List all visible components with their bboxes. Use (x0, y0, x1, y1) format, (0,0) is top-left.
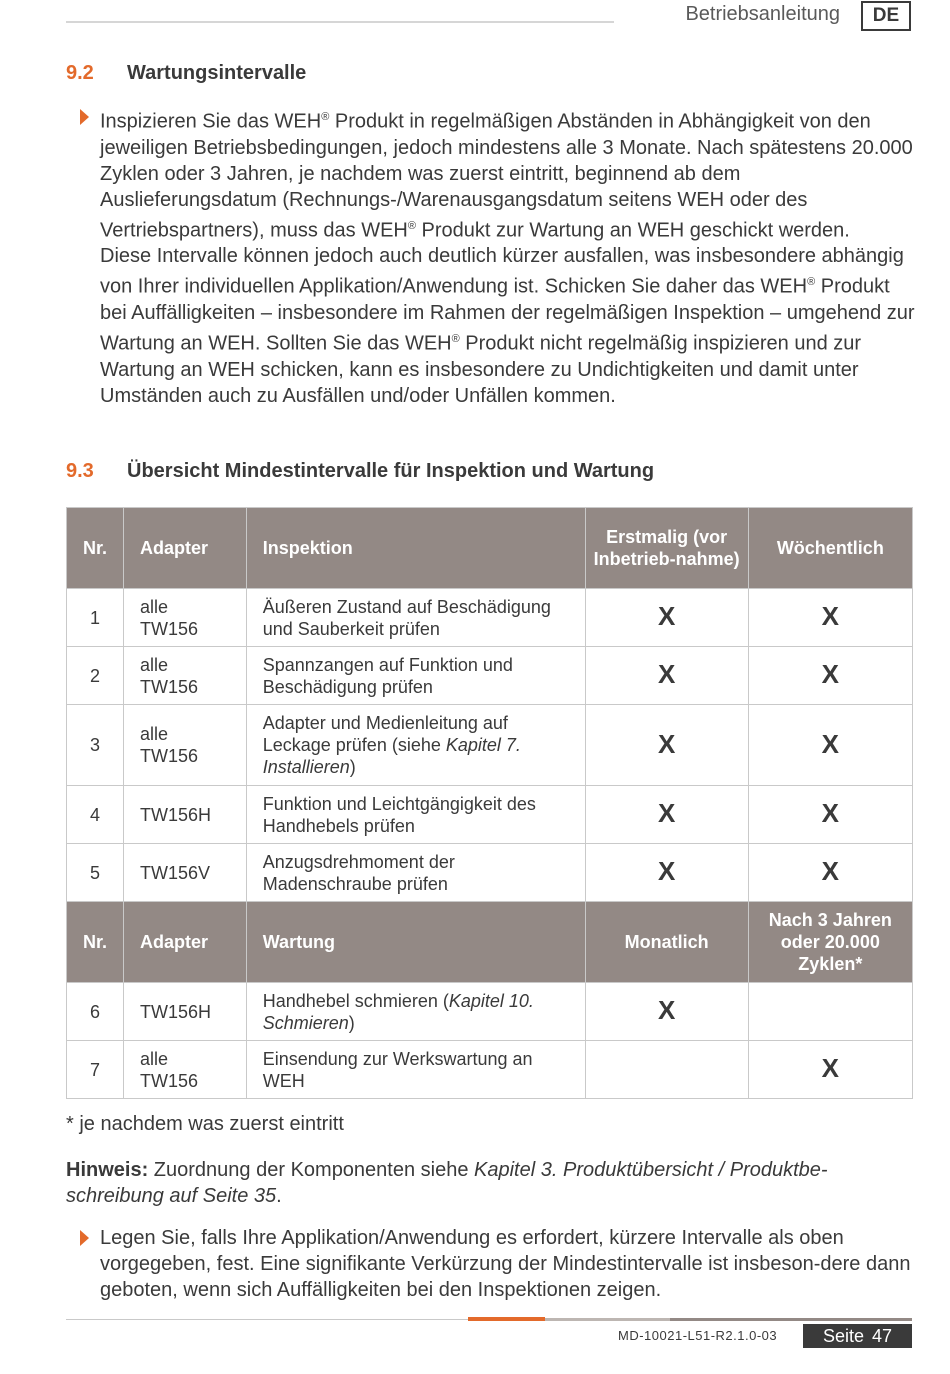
header-maintenance: Wartung (246, 902, 585, 983)
chapter-reference-link[interactable]: Kapitel 3. Produktübersicht / Produktbe-schreibung auf Seite 35 (66, 1159, 828, 1207)
header-nr: Nr. (67, 902, 124, 983)
bullet-arrow-icon (80, 1230, 89, 1246)
hint-label: Hinweis: (66, 1159, 149, 1181)
section-number: 9.3 (66, 460, 94, 482)
table-row (67, 786, 913, 844)
table-header-row (67, 902, 913, 983)
cell-adapter: alle TW156 (124, 589, 247, 647)
check-mark: X (657, 798, 676, 828)
header-weekly: Wöchentlich (748, 508, 912, 589)
header-monthly: Monatlich (585, 902, 748, 983)
paragraph-recommendation: Legen Sie, falls Ihre Applikation/Anwendung es erfordert, kürzere Intervalle als oben vorgegeben, fest. Eine signifikante Verkürzung der Mindestintervalle ist insbeson-dere dann geboten, wenn sich Auffälligkeiten bei den Inspektionen zeigen. (100, 1227, 911, 1301)
interval-table (66, 507, 913, 1099)
cell-nr: 4 (67, 786, 124, 844)
cell-adapter: alle TW156 (124, 647, 247, 705)
check-mark: X (657, 728, 676, 759)
cell-adapter: alle TW156 (124, 1041, 247, 1099)
cell-task: Spannzangen auf Funktion und Beschädigung prüfen (246, 647, 585, 705)
footnote: * je nachdem was zuerst eintritt (66, 1113, 344, 1135)
paragraph-intervals: Inspizieren Sie das WEH® Produkt in regelmäßigen Abständen in Abhängigkeit von den jeweiligen Betriebsbedingungen, jedoch mindestens alle 3 Monate. Nach spätestens 20.000 Zyklen oder 3 Jahren, je nachdem was zuerst eintritt, beginnend ab dem Auslieferungsdatum (Rechnungs-/Warenausgangsdatum seitens WEH oder des Vertriebspartners), muss das WEH® Produkt zur Wartung an WEH geschickt werden. (100, 110, 913, 242)
cell-task: Funktion und Leichtgängigkeit des Handhebels prüfen (246, 786, 585, 844)
cell-nr: 2 (67, 647, 124, 705)
header-first-time: Erstmalig (vor Inbetrieb-nahme) (585, 508, 748, 589)
header-after-3-years: Nach 3 Jahren oder 20.000 Zyklen* (748, 902, 912, 983)
check-mark: X (821, 1053, 839, 1083)
footer-bar-dark (670, 1318, 912, 1321)
check-mark: X (821, 601, 839, 631)
table-row (67, 1041, 913, 1099)
cell-nr: 6 (67, 983, 124, 1041)
check-mark: X (657, 995, 676, 1025)
check-mark: X (657, 659, 676, 689)
table-row (67, 844, 913, 902)
chapter-reference: Kapitel 10. Schmieren (262, 990, 534, 1033)
page-label: Seite (822, 1325, 864, 1346)
cell-adapter: TW156V (124, 844, 247, 902)
section-heading-9-3 (66, 460, 654, 483)
section-heading-9-2 (66, 62, 306, 85)
cell-nr: 3 (67, 705, 124, 786)
cell-adapter: TW156H (124, 786, 247, 844)
shorter-interval-bullet (66, 1225, 916, 1303)
section-title: Übersicht Mindestintervalle für Inspektion und Wartung (127, 460, 655, 482)
header-rule (66, 21, 614, 23)
page-indicator (803, 1324, 912, 1348)
footer-bar-light (545, 1318, 670, 1321)
table-row (67, 589, 913, 647)
cell-adapter: TW156H (124, 983, 247, 1041)
empty-cell (748, 983, 912, 1041)
cell-nr: 5 (67, 844, 124, 902)
header-nr: Nr. (67, 508, 124, 589)
cell-nr: 1 (67, 589, 124, 647)
paragraph-shorter-intervals: Diese Intervalle können jedoch auch deutlich kürzer ausfallen, was insbesondere abhängig von Ihrer individuellen Applikation/Anwendung ist. Schicken Sie daher das WEH® Produkt bei Auffälligkeiten – insbesondere im Rahmen der regelmäßigen Inspektion – umgehend zur Wartung an WEH. Sollten Sie das WEH® Produkt nicht regelmäßig inspizieren und zur Wartung an WEH schicken, kann es insbesondere zu Undichtigkeiten und damit unter Umständen auch zu Ausfällen und/oder Unfällen kommen. (100, 245, 915, 407)
cell-task: Anzugsdrehmoment der Madenschraube prüfen (246, 844, 585, 902)
section-number: 9.2 (66, 62, 94, 84)
section-title: Wartungsintervalle (127, 62, 307, 84)
check-mark: X (657, 856, 676, 886)
table-row (67, 647, 913, 705)
cell-adapter: alle TW156 (124, 705, 247, 786)
header-adapter: Adapter (124, 902, 247, 983)
check-mark: X (657, 601, 676, 631)
chapter-reference: Kapitel 7. Installieren (262, 735, 521, 777)
hint-paragraph: Hinweis: Zuordnung der Komponenten siehe Kapitel 3. Produktübersicht / Produktbe-schreibung auf Seite 35. (66, 1159, 828, 1207)
cell-task: Einsendung zur Werkswartung an WEH (246, 1041, 585, 1099)
maintenance-interval-bullet (66, 104, 916, 409)
table-header-row (67, 508, 913, 589)
empty-cell (585, 1041, 748, 1099)
cell-nr: 7 (67, 1041, 124, 1099)
table-row (67, 705, 913, 786)
cell-task: Äußeren Zustand auf Beschädigung und Sauberkeit prüfen (246, 589, 585, 647)
check-mark: X (821, 856, 839, 886)
cell-task: Handhebel schmieren (Kapitel 10. Schmieren) (246, 983, 585, 1041)
header-adapter: Adapter (124, 508, 247, 589)
header-inspection: Inspektion (246, 508, 585, 589)
check-mark: X (821, 798, 839, 828)
page-number: 47 (872, 1325, 893, 1346)
footer-accent-bar (468, 1317, 545, 1321)
language-badge: DE (861, 1, 911, 31)
cell-task: Adapter und Medienleitung auf Leckage prüfen (siehe Kapitel 7. Installieren) (246, 705, 585, 786)
check-mark: X (821, 728, 839, 759)
document-title: Betriebsanleitung (685, 3, 840, 25)
bullet-arrow-icon (80, 109, 89, 125)
document-number: MD-10021-L51-R2.1.0-03 (618, 1328, 778, 1343)
table-row (67, 983, 913, 1041)
check-mark: X (821, 659, 839, 689)
